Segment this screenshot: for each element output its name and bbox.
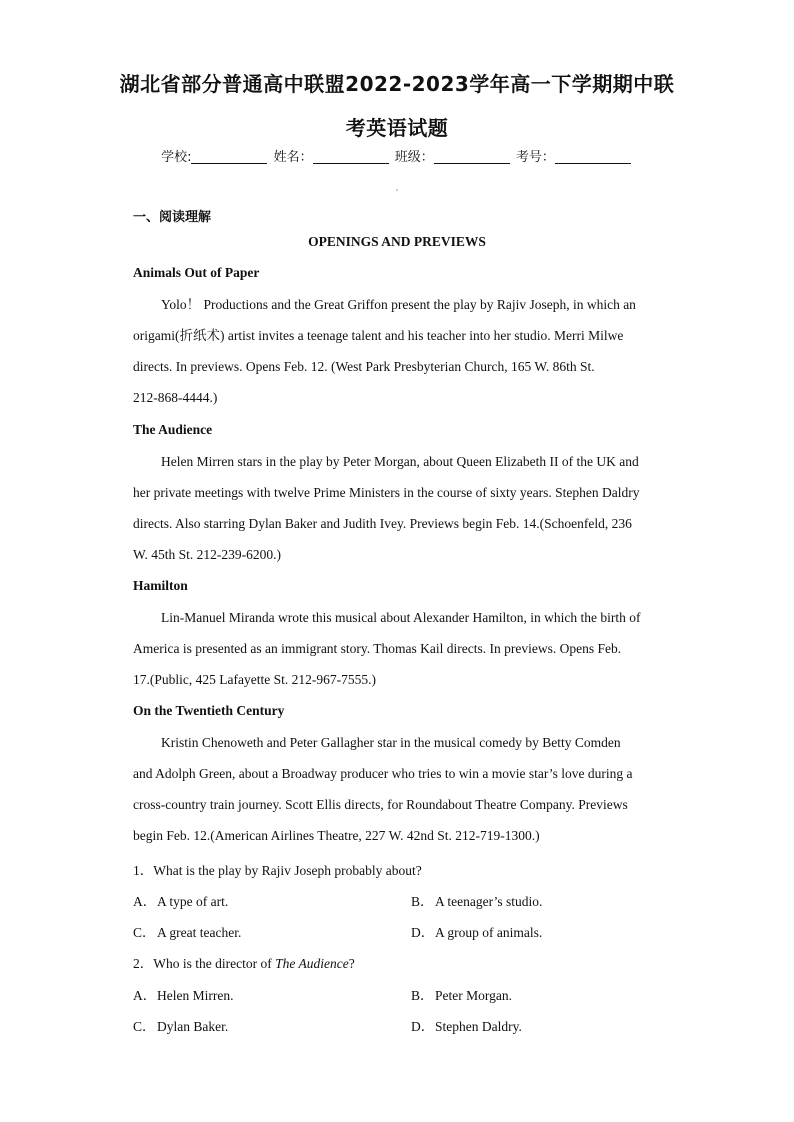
option-text: A great teacher. [157,925,242,940]
name-label: 姓名： [273,150,313,165]
item-body [133,446,663,570]
body-line: begin Feb. 12.(American Airlines Theatre, 227 W. 42nd St. 212-719-1300.) [133,828,540,843]
school-label: 学校: [161,150,192,165]
option-a[interactable] [133,890,228,910]
item-title: Animals Out of Paper [133,265,260,280]
body-line: Yolo！ Productions and the Great Griffon present the play by Rajiv Joseph, in which an [161,297,636,312]
question-text: Who is the director of [153,956,276,971]
body-line: origami(折纸术) artist invites a teenage talent and his teacher into her studio. Merri Milwe [133,328,624,343]
school-blank[interactable] [191,149,267,164]
item-body [133,289,663,413]
item-body [133,602,663,695]
option-label: D． [411,1019,435,1034]
option-text: Helen Mirren. [157,988,234,1003]
number-label: 考号： [515,150,555,165]
exam-title-line1: 湖北省部分普通高中联盟2022-2023学年高一下学期期中联 [119,72,675,96]
option-text: Stephen Daldry. [435,1019,522,1034]
body-line: 17.(Public, 425 Lafayette St. 212-967-7555.) [133,672,376,687]
passage-item [133,703,663,719]
option-d[interactable] [411,1015,522,1035]
name-blank[interactable] [313,149,389,164]
body-line: and Adolph Green, about a Broadway producer who tries to win a movie star’s love during a [133,766,633,781]
option-label: C． [133,1019,156,1034]
option-d[interactable] [411,921,542,941]
stray-dot [396,189,398,191]
body-line: Lin-Manuel Miranda wrote this musical about Alexander Hamilton, in which the birth of [161,610,641,625]
item-title: The Audience [133,422,213,437]
body-line: her private meetings with twelve Prime Ministers in the course of sixty years. Stephen Daldry [133,485,640,500]
passage-item [133,422,663,438]
item-title: Hamilton [133,578,188,593]
exam-title-line2: 考英语试题 [345,116,449,140]
passage-heading: OPENINGS AND PREVIEWS [308,234,486,249]
body-line: cross-country train journey. Scott Ellis directs, for Roundabout Theatre Company. Previews [133,797,628,812]
student-info-row [0,146,794,165]
option-c[interactable] [133,921,241,941]
option-text: A group of animals. [435,925,543,940]
option-c[interactable] [133,1015,228,1035]
option-text: Dylan Baker. [157,1019,229,1034]
option-label: A． [133,894,157,909]
question-text: What is the play by Rajiv Joseph probably about? [153,863,422,878]
body-line: Helen Mirren stars in the play by Peter Morgan, about Queen Elizabeth II of the UK and [161,454,639,469]
class-blank[interactable] [434,149,510,164]
option-text: A type of art. [157,894,229,909]
question-number: 2． [133,956,154,971]
option-label: B． [411,988,434,1003]
question-2 [133,952,355,972]
option-label: C． [133,925,156,940]
question-number: 1． [133,863,154,878]
body-line: directs. Also starring Dylan Baker and Judith Ivey. Previews begin Feb. 14.(Schoenfeld, 236 [133,516,632,531]
option-a[interactable] [133,984,233,1004]
option-text: Peter Morgan. [435,988,512,1003]
option-text: A teenager’s studio. [435,894,543,909]
passage-item [133,265,663,281]
number-blank[interactable] [555,149,631,164]
question-text-end: ? [348,956,355,971]
body-line: directs. In previews. Opens Feb. 12. (West Park Presbyterian Church, 165 W. 86th St. [133,359,595,374]
body-line: 212-868-4444.) [133,390,218,405]
body-line: America is presented as an immigrant story. Thomas Kail directs. In previews. Opens Feb. [133,641,622,656]
question-1 [133,859,422,879]
class-label: 班级： [394,150,434,165]
option-label: A． [133,988,157,1003]
body-line: Kristin Chenoweth and Peter Gallagher star in the musical comedy by Betty Comden [161,735,621,750]
option-label: B． [411,894,434,909]
section-title: 一、阅读理解 [133,210,212,225]
option-b[interactable] [411,984,512,1004]
body-line: W. 45th St. 212-239-6200.) [133,547,281,562]
question-title-italic: The Audience [275,956,349,971]
option-label: D． [411,925,435,940]
item-title: On the Twentieth Century [133,703,285,718]
passage-item [133,578,663,594]
item-body [133,727,663,851]
option-b[interactable] [411,890,542,910]
